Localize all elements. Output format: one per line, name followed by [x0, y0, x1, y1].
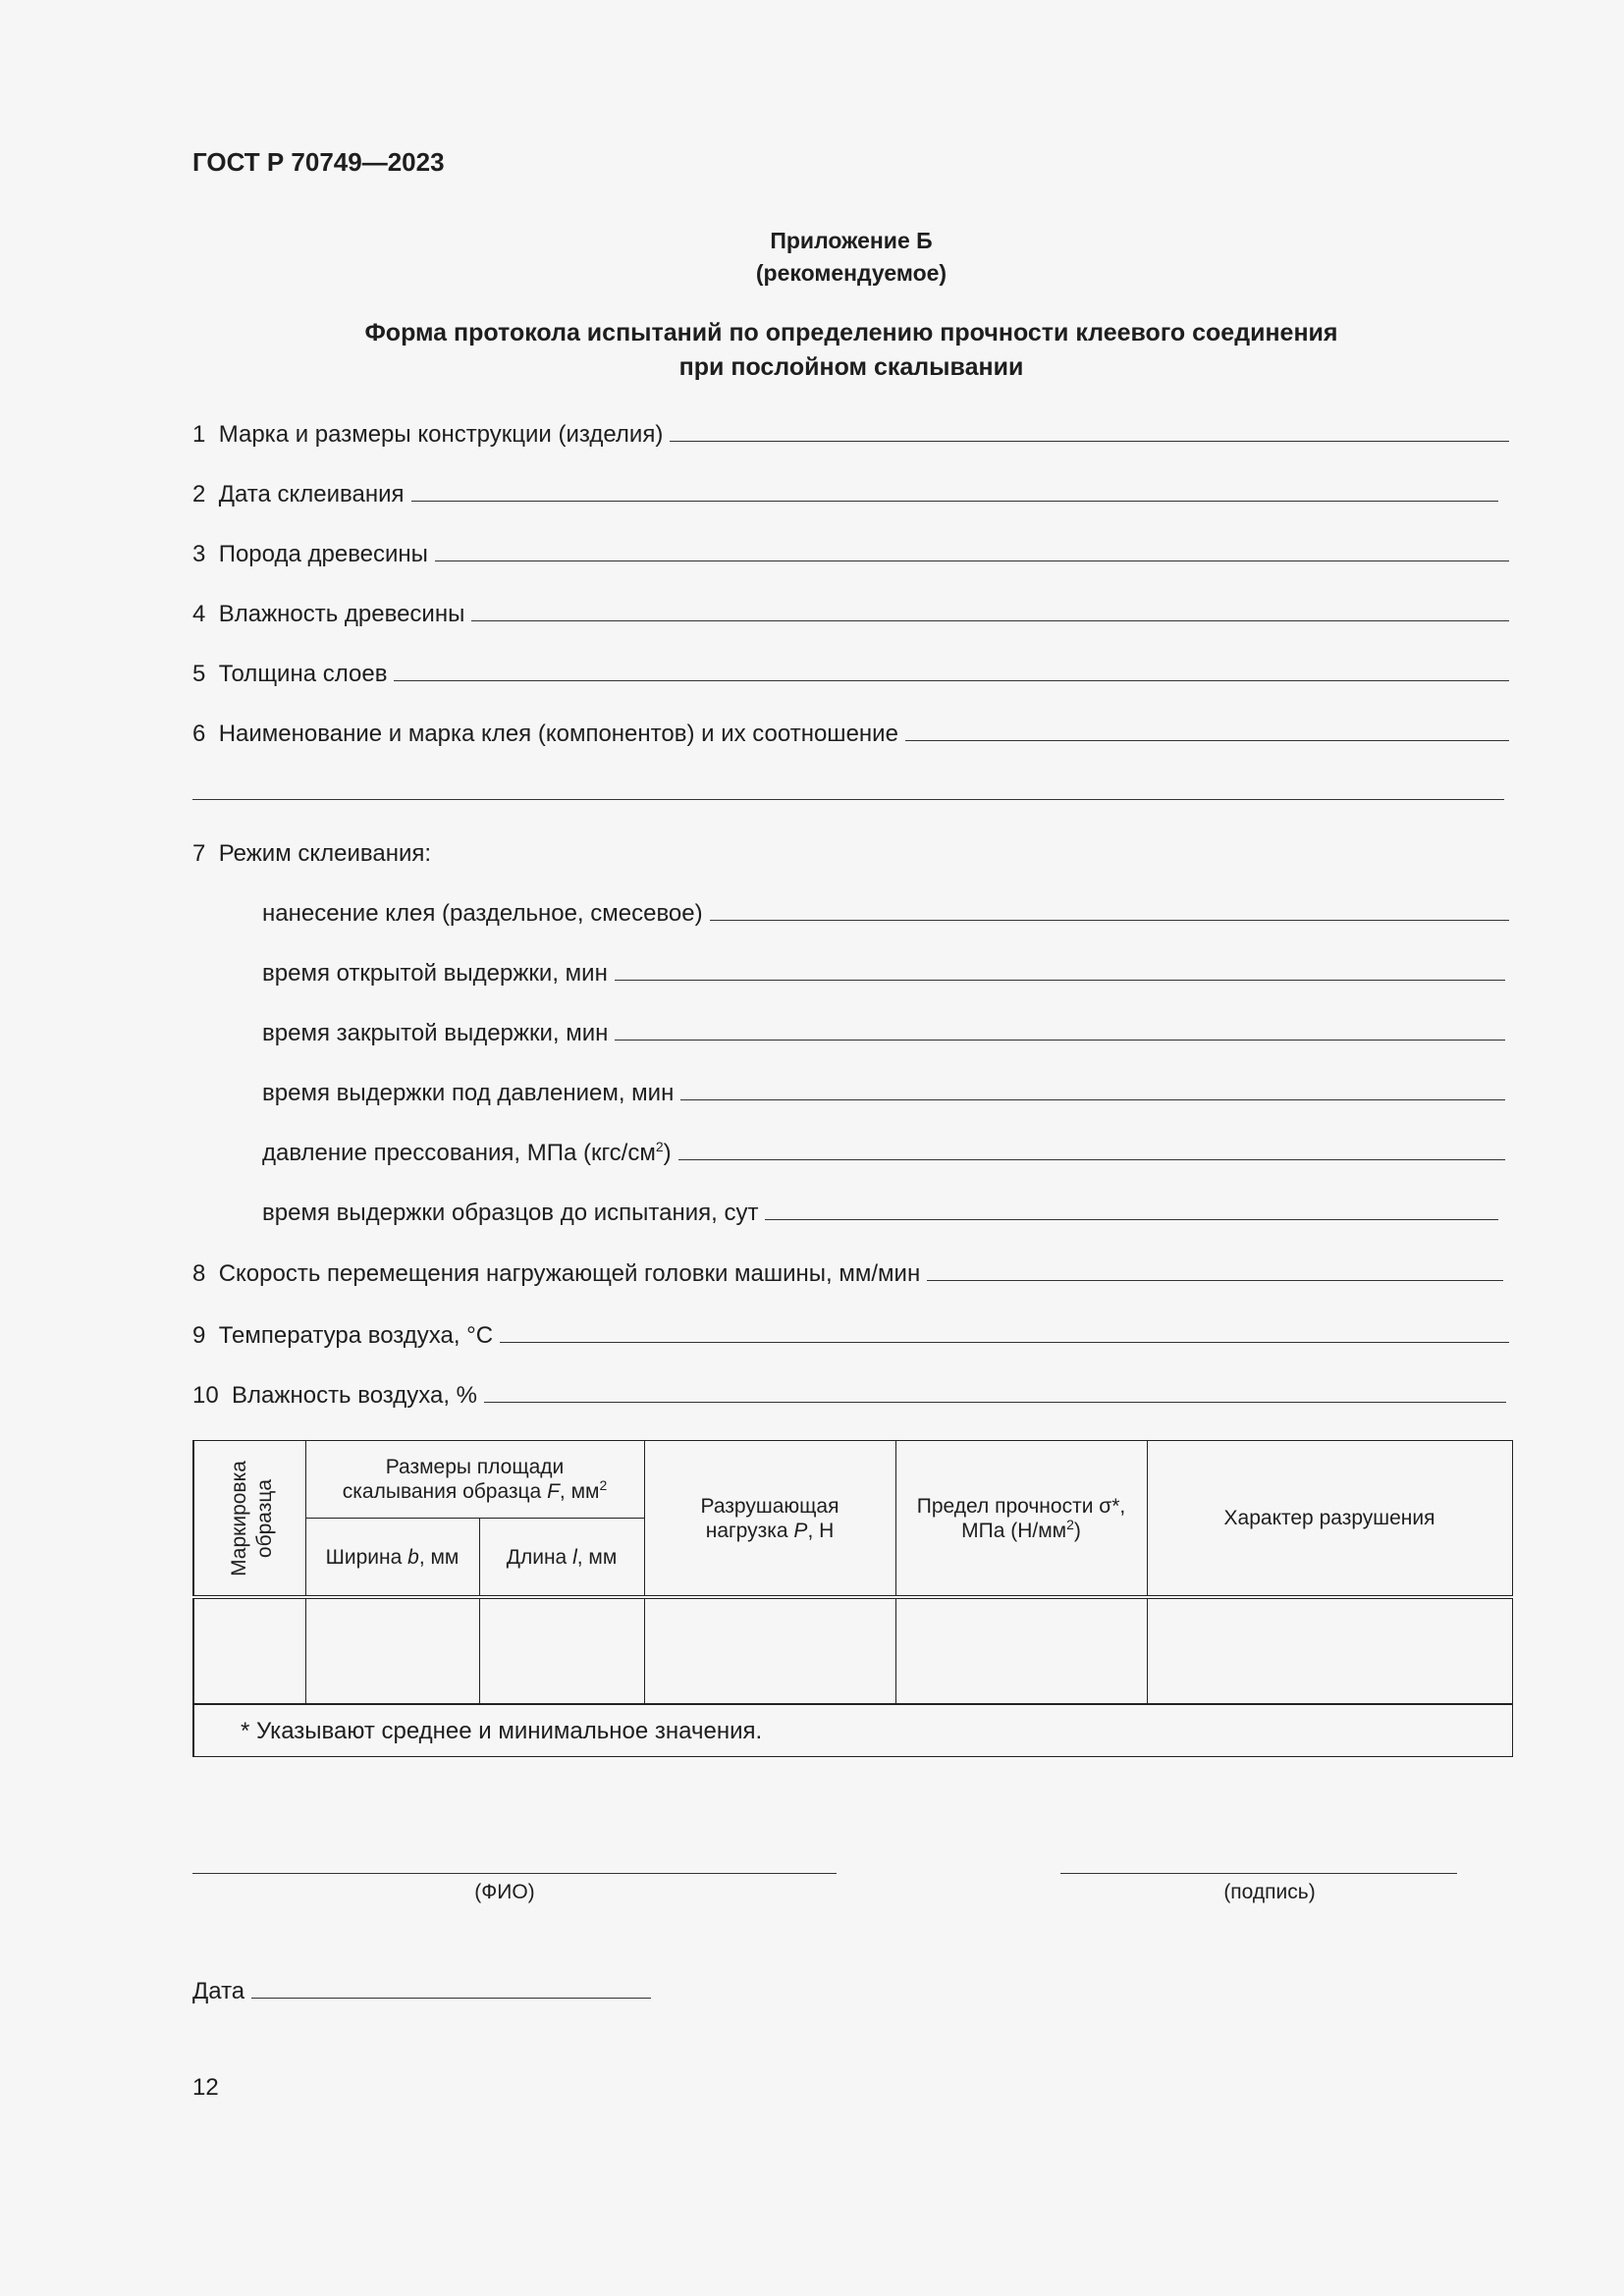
form-title-line1: Форма протокола испытаний по определению прочности клеевого соединения: [364, 319, 1338, 347]
field-6-continuation-blank[interactable]: [192, 799, 1504, 800]
field-2-label: Дата склеивания: [218, 481, 405, 507]
mode-item-3-blank[interactable]: [615, 1040, 1505, 1041]
field-1: 1 Марка и размеры конструкции (изделия): [192, 409, 1509, 449]
header-area: Размеры площади скалывания образца F, $мм^2$: [305, 1441, 644, 1519]
field-6: 6 Наименование и марка клея (компонентов) и их соотношение: [192, 709, 1509, 748]
results-table: [192, 1440, 1513, 1757]
cell-width[interactable]: [305, 1597, 479, 1704]
field-10-label: Влажность воздуха, %: [232, 1382, 478, 1409]
field-4-blank[interactable]: [471, 620, 1509, 621]
field-5-blank[interactable]: [394, 680, 1509, 681]
field-9-label: Температура воздуха, °С: [218, 1322, 494, 1349]
appendix-heading: [192, 225, 1510, 290]
field-2: 2 Дата склеивания: [192, 469, 1498, 508]
cell-load[interactable]: [644, 1597, 895, 1704]
field-2-blank[interactable]: [411, 501, 1498, 502]
field-8-blank[interactable]: [927, 1280, 1503, 1281]
mode-item-2-blank[interactable]: [615, 980, 1505, 981]
mode-item-6: время выдержки образцов до испытания, сут: [262, 1188, 1498, 1227]
appendix-title: Приложение Б: [770, 228, 933, 253]
name-caption: (ФИО): [474, 1881, 535, 1903]
mode-item-6-blank[interactable]: [765, 1219, 1498, 1220]
date-field: [192, 1966, 651, 2005]
field-3-label: Порода древесины: [218, 541, 428, 567]
field-7: 7 Режим склеивания:: [192, 840, 432, 867]
signature-caption: (подпись): [1223, 1881, 1316, 1903]
header-marking: Маркировка образца: [193, 1441, 305, 1598]
form-title-line2: при послойном скалывании: [678, 353, 1024, 381]
field-8-label: Скорость перемещения нагружающей головки машины, мм/мин: [218, 1260, 921, 1287]
standard-number: ГОСТ Р 70749—2023: [192, 147, 445, 177]
field-1-label: Марка и размеры конструкции (изделия): [218, 421, 664, 448]
header-width: Ширина b, мм: [305, 1519, 479, 1598]
field-4-label: Влажность древесины: [218, 601, 465, 627]
signature-line[interactable]: [1060, 1873, 1457, 1874]
table-row: [193, 1597, 1512, 1704]
table-footnote: * Указывают среднее и минимальное значения.: [193, 1704, 1512, 1757]
field-9: 9 Температура воздуха, °С: [192, 1310, 1509, 1350]
mode-item-2: время открытой выдержки, мин: [262, 948, 1505, 988]
field-3: 3 Порода древесины: [192, 529, 1509, 568]
field-10: 10 Влажность воздуха, %: [192, 1370, 1506, 1410]
mode-item-4-blank[interactable]: [680, 1099, 1505, 1100]
mode-item-1: нанесение клея (раздельное, смесевое): [262, 888, 1509, 928]
mode-item-5: давление прессования, МПа $(кгс/см^2)$: [262, 1128, 1505, 1167]
cell-marking[interactable]: [193, 1597, 305, 1704]
mode-item-1-blank[interactable]: [710, 920, 1509, 921]
cell-strength[interactable]: [895, 1597, 1147, 1704]
field-9-blank[interactable]: [500, 1342, 1509, 1343]
field-8: 8 Скорость перемещения нагружающей головки машины, мм/мин: [192, 1249, 1503, 1288]
field-1-blank[interactable]: [670, 441, 1509, 442]
date-blank[interactable]: [251, 1998, 651, 1999]
page-number: 12: [192, 2074, 219, 2101]
field-10-blank[interactable]: [484, 1402, 1506, 1403]
mode-item-3: время закрытой выдержки, мин: [262, 1008, 1505, 1047]
field-4: 4 Влажность древесины: [192, 589, 1509, 628]
appendix-status: (рекомендуемое): [755, 260, 947, 286]
form-title: [192, 316, 1510, 385]
field-5: 5 Толщина слоев: [192, 649, 1509, 688]
field-6-blank[interactable]: [905, 740, 1509, 741]
name-signature-line[interactable]: [192, 1873, 837, 1874]
cell-length[interactable]: [479, 1597, 644, 1704]
header-failure: Характер разрушения: [1147, 1441, 1512, 1598]
header-load: Разрушающая нагрузка P, Н: [644, 1441, 895, 1598]
mode-item-4: время выдержки под давлением, мин: [262, 1068, 1505, 1107]
header-length: Длина l, мм: [479, 1519, 644, 1598]
cell-failure[interactable]: [1147, 1597, 1512, 1704]
field-7-label: Режим склеивания:: [218, 840, 432, 867]
field-6-label: Наименование и марка клея (компонентов) и их соотношение: [218, 721, 898, 747]
header-strength: Предел прочности σ*, МПа $(Н/мм^2)$: [895, 1441, 1147, 1598]
mode-item-5-blank[interactable]: [678, 1159, 1505, 1160]
date-label: Дата: [192, 1978, 245, 2004]
field-5-label: Толщина слоев: [218, 661, 388, 687]
